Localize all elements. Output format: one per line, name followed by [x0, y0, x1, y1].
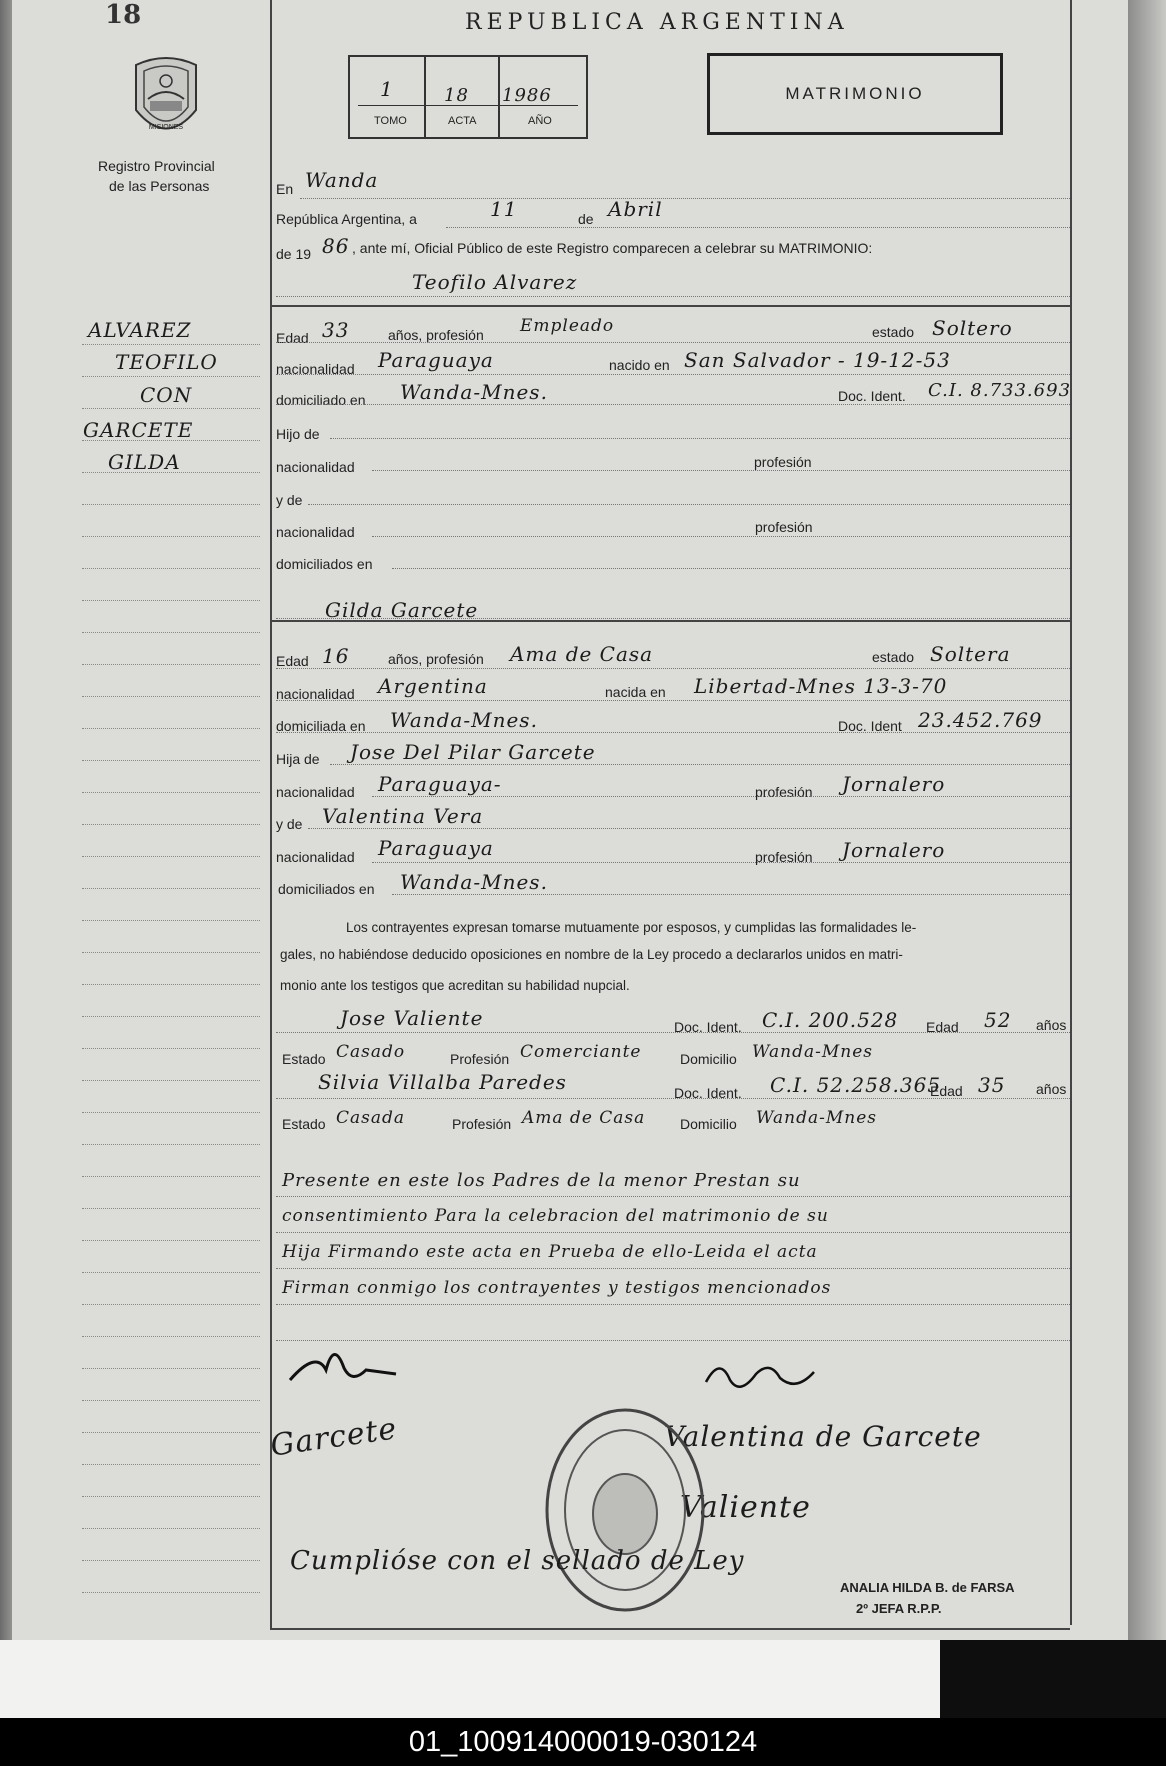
margin-ruled-line — [82, 888, 260, 889]
note-line3: Hija Firmando este acta en Prueba de ello-Leida el acta — [282, 1242, 818, 1262]
witness1-profesion-label: Profesión — [450, 1051, 510, 1067]
margin-ruled-line — [82, 664, 260, 665]
month-value: Abril — [608, 197, 663, 221]
official-name: ANALIA HILDA B. de FARSA — [840, 1580, 1015, 1595]
witness2-domicilio-label: Domicilio — [680, 1116, 737, 1132]
bride-padre: Jose Del Pilar Garcete — [350, 740, 596, 764]
margin-ruled-line — [82, 1144, 260, 1145]
margin-ruled-line — [82, 1592, 260, 1593]
margin-ruled-line — [82, 984, 260, 985]
witness2-profesion: Ama de Casa — [522, 1108, 646, 1128]
witness1-estado: Casado — [336, 1042, 406, 1062]
groom-estado-label: estado — [872, 324, 915, 340]
bride-madre-prof-label: profesión — [755, 849, 813, 865]
record-type-box: MATRIMONIO — [707, 53, 1003, 135]
section-divider — [270, 305, 1070, 307]
bride-nacida: Libertad-Mnes 13-3-70 — [694, 674, 948, 698]
witness2-estado-label: Estado — [282, 1116, 326, 1132]
groom-yde-label: y de — [276, 492, 303, 508]
margin-ruled-line — [82, 1336, 260, 1337]
groom-edad: 33 — [322, 318, 350, 342]
groom-nacido: San Salvador - 19-12-53 — [684, 348, 951, 372]
margin-ruled-line — [82, 632, 260, 633]
bride-nacionalidad-label: nacionalidad — [276, 686, 355, 702]
groom-madre-nac-label: nacionalidad — [276, 524, 355, 540]
bride-madre-nac: Paraguaya — [378, 836, 494, 860]
country-title: REPUBLICA ARGENTINA — [465, 10, 849, 35]
groom-nacionalidad-label: nacionalidad — [276, 361, 355, 377]
groom-doc-label: Doc. Ident. — [838, 388, 906, 404]
bride-padre-prof: Jornalero — [842, 772, 946, 796]
acta-value: 18 — [444, 85, 469, 106]
groom-domiciliados-label: domiciliados en — [276, 556, 373, 572]
place-value: Wanda — [305, 168, 379, 192]
signature-1: Garcete — [268, 1411, 400, 1464]
groom-domicilio: Wanda-Mnes. — [400, 380, 548, 404]
margin-ruled-line — [82, 1016, 260, 1017]
year-label: de 19 — [276, 246, 312, 262]
registry-line2: de las Personas — [109, 178, 210, 194]
ano-label: AÑO — [528, 115, 552, 127]
year-value: 86 — [322, 234, 350, 258]
margin-ruled-line — [82, 504, 260, 505]
margin-note-line2: TEOFILO — [115, 350, 218, 374]
bride-hija-label: Hija de — [276, 751, 320, 767]
signature-witness-scribble — [700, 1352, 820, 1402]
groom-padre-nac-label: nacionalidad — [276, 459, 355, 475]
margin-note-line5: GILDA — [108, 450, 181, 474]
witness1-domicilio-label: Domicilio — [680, 1051, 737, 1067]
note-line1: Presente en este los Padres de la menor Prestan su — [282, 1170, 801, 1191]
witness1-name: Jose Valiente — [340, 1006, 484, 1030]
bride-yde-label: y de — [276, 816, 303, 832]
appearance-statement: , ante mí, Oficial Público de este Registro comparecen a celebrar su MATRIMONIO: — [352, 240, 873, 256]
bride-doc-label: Doc. Ident — [838, 718, 902, 734]
de-label: de — [578, 211, 594, 227]
margin-ruled-line — [82, 1048, 260, 1049]
margin-ruled-line — [82, 1560, 260, 1561]
witness1-doc-label: Doc. Ident. — [674, 1019, 742, 1035]
margin-ruled-line — [82, 728, 260, 729]
bride-name: Gilda Garcete — [325, 598, 479, 622]
margin-ruled-line — [82, 1304, 260, 1305]
witness1-profesion: Comerciante — [520, 1042, 642, 1062]
margin-ruled-line — [82, 1208, 260, 1209]
margin-ruled-line — [82, 1496, 260, 1497]
column-divider — [270, 0, 272, 1630]
bride-padre-prof-label: profesión — [755, 784, 813, 800]
signature-groom-scribble — [286, 1340, 406, 1390]
margin-ruled-line — [82, 824, 260, 825]
declaration-line2: gales, no habiéndose deducido oposiciones en nombre de la Ley procedo a declararlos unidos en matri- — [280, 947, 903, 962]
bride-estado-label: estado — [872, 649, 915, 665]
ano-value: 1986 — [502, 85, 552, 106]
margin-ruled-line — [82, 1432, 260, 1433]
witness1-estado-label: Estado — [282, 1051, 326, 1067]
bride-padre-nac: Paraguaya- — [378, 772, 502, 796]
witness1-domicilio: Wanda-Mnes — [752, 1042, 873, 1062]
margin-ruled-line — [82, 344, 260, 345]
margin-ruled-line — [82, 1080, 260, 1081]
bride-domiciliados: Wanda-Mnes. — [400, 870, 548, 894]
margin-ruled-line — [82, 1368, 260, 1369]
witness2-name: Silvia Villalba Paredes — [318, 1070, 567, 1094]
witness1-edad-label: Edad — [926, 1019, 959, 1035]
day-value: 11 — [490, 197, 518, 221]
groom-doc: C.I. 8.733.693 — [928, 380, 1072, 401]
scan-bottom-dark — [940, 1640, 1166, 1720]
margin-ruled-line — [82, 536, 260, 537]
witness1-anos-label: años — [1036, 1017, 1067, 1033]
bride-madre-prof: Jornalero — [842, 838, 946, 862]
groom-domicilio-label: domiciliado en — [276, 392, 366, 408]
tomo-value: 1 — [380, 77, 394, 101]
margin-note-line4: GARCETE — [83, 418, 194, 442]
groom-estado: Soltero — [932, 316, 1013, 340]
margin-ruled-line — [82, 760, 260, 761]
margin-ruled-line — [82, 696, 260, 697]
witness2-doc: C.I. 52.258.365 — [770, 1073, 942, 1097]
margin-ruled-line — [82, 600, 260, 601]
bride-domiciliados-label: domiciliados en — [278, 881, 375, 897]
acta-label: ACTA — [448, 115, 477, 127]
tomo-label: TOMO — [374, 115, 407, 127]
margin-ruled-line — [82, 472, 260, 473]
republica-label: República Argentina, a — [276, 211, 417, 227]
en-label: En — [276, 181, 294, 197]
tomo-acta-box — [348, 55, 588, 139]
bride-domicilio: Wanda-Mnes. — [390, 708, 538, 732]
groom-hijo-label: Hijo de — [276, 426, 320, 442]
groom-padre-prof-label: profesión — [754, 454, 812, 470]
witness2-edad-label: Edad — [930, 1083, 963, 1099]
margin-ruled-line — [82, 1240, 260, 1241]
bride-profesion: Ama de Casa — [510, 642, 654, 666]
signature-2: Valentina de Garcete — [664, 1420, 982, 1453]
scan-bottom-sheet — [0, 1640, 940, 1720]
official-stamp — [540, 1404, 710, 1616]
margin-ruled-line — [82, 1464, 260, 1465]
bride-edad: 16 — [322, 644, 350, 668]
witness2-domicilio: Wanda-Mnes — [756, 1108, 877, 1128]
declaration-line1: Los contrayentes expresan tomarse mutuamente por esposos, y cumplidas las formalidades le- — [346, 920, 917, 935]
provincial-seal-logo — [124, 55, 208, 145]
margin-ruled-line — [82, 568, 260, 569]
note-line2: consentimiento Para la celebracion del matrimonio de su — [282, 1206, 829, 1226]
witness2-doc-label: Doc. Ident. — [674, 1085, 742, 1101]
witness2-estado: Casada — [336, 1108, 406, 1128]
bride-domicilio-label: domiciliada en — [276, 718, 366, 734]
bride-padre-nac-label: nacionalidad — [276, 784, 355, 800]
bride-nacionalidad: Argentina — [378, 674, 488, 698]
bride-edad-label: Edad — [276, 653, 309, 669]
right-border — [1070, 0, 1072, 1625]
bride-madre-nac-label: nacionalidad — [276, 849, 355, 865]
scan-footer-code: 01_100914000019-030124 — [0, 1718, 1166, 1766]
groom-nacido-label: nacido en — [609, 357, 670, 373]
bride-nacida-label: nacida en — [605, 684, 666, 700]
declaration-line3: monio ante los testigos que acreditan su habilidad nupcial. — [280, 978, 630, 993]
page-right-edge — [1128, 0, 1166, 1720]
closing-statement: Cumplióse con el sellado de Ley — [290, 1546, 745, 1576]
witness1-doc: C.I. 200.528 — [762, 1008, 899, 1032]
signature-3: Valiente — [680, 1490, 811, 1525]
margin-ruled-line — [82, 792, 260, 793]
bride-madre: Valentina Vera — [322, 804, 484, 828]
witness2-profesion-label: Profesión — [452, 1116, 512, 1132]
margin-ruled-line — [82, 856, 260, 857]
margin-ruled-line — [82, 1528, 260, 1529]
groom-madre-prof-label: profesión — [755, 519, 813, 535]
groom-profesion: Empleado — [520, 316, 615, 336]
bride-estado: Soltera — [930, 642, 1011, 666]
groom-edad-label: Edad — [276, 330, 309, 346]
witness2-edad: 35 — [978, 1073, 1006, 1097]
bottom-border — [270, 1628, 1070, 1630]
margin-ruled-line — [82, 952, 260, 953]
margin-ruled-line — [82, 1272, 260, 1273]
groom-nacionalidad: Paraguaya — [378, 348, 494, 372]
witness1-edad: 52 — [984, 1008, 1012, 1032]
bride-profesion-label: años, profesión — [388, 651, 484, 667]
registry-line1: Registro Provincial — [98, 158, 215, 174]
margin-ruled-line — [82, 440, 260, 441]
margin-ruled-line — [82, 920, 260, 921]
page-number: 18 — [105, 0, 142, 30]
groom-profesion-label: años, profesión — [388, 327, 484, 343]
margin-ruled-line — [82, 1176, 260, 1177]
margin-ruled-line — [82, 1112, 260, 1113]
margin-note-line3: CON — [140, 383, 193, 407]
witness2-anos-label: años — [1036, 1081, 1067, 1097]
groom-name: Teofilo Alvarez — [412, 270, 578, 294]
margin-note-line1: ALVAREZ — [88, 318, 192, 342]
note-line4: Firman conmigo los contrayentes y testigos mencionados — [282, 1278, 832, 1298]
svg-text:MISIONES: MISIONES — [148, 124, 184, 131]
official-title: 2º JEFA R.P.P. — [856, 1601, 942, 1616]
bride-doc: 23.452.769 — [918, 708, 1043, 732]
margin-ruled-line — [82, 408, 260, 409]
margin-ruled-line — [82, 1400, 260, 1401]
margin-ruled-line — [82, 376, 260, 377]
